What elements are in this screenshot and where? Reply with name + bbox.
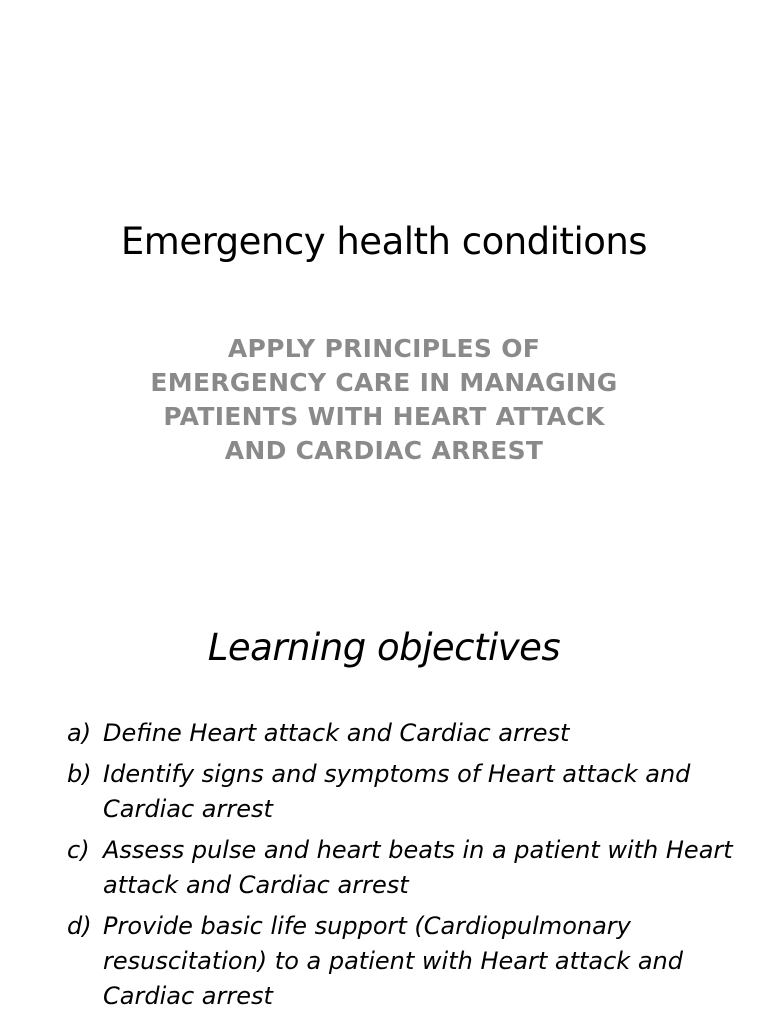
objective-item (67, 833, 757, 903)
objective-text: Define Heart attack and Cardiac arrest (103, 719, 570, 747)
objective-item (67, 716, 757, 751)
objective-item (67, 909, 757, 1014)
objective-marker: d) (67, 912, 92, 940)
objective-marker: a) (67, 719, 92, 747)
objective-text: Provide basic life support (Cardiopulmonary resuscitation) to a patient with Heart attack and Cardiac arrest (103, 912, 683, 1010)
slide-title: Emergency health conditions (120, 220, 648, 263)
objective-marker: b) (67, 760, 92, 788)
objective-text: Assess pulse and heart beats in a patient with Heart attack and Cardiac arrest (103, 836, 733, 899)
slide-subtitle (84, 332, 684, 468)
subtitle-line: APPLY PRINCIPLES OF (227, 334, 541, 363)
objective-text: Identify signs and symptoms of Heart attack and Cardiac arrest (103, 760, 691, 823)
subtitle-line: PATIENTS WITH HEART ATTACK (163, 402, 605, 431)
subtitle-line: EMERGENCY CARE IN MANAGING (150, 368, 618, 397)
objectives-list (67, 716, 757, 1020)
objective-item (67, 757, 757, 827)
objective-marker: c) (67, 836, 90, 864)
objectives-slide (0, 576, 768, 1024)
objectives-heading: Learning objectives (207, 626, 561, 669)
subtitle-line: AND CARDIAC ARREST (224, 436, 544, 465)
